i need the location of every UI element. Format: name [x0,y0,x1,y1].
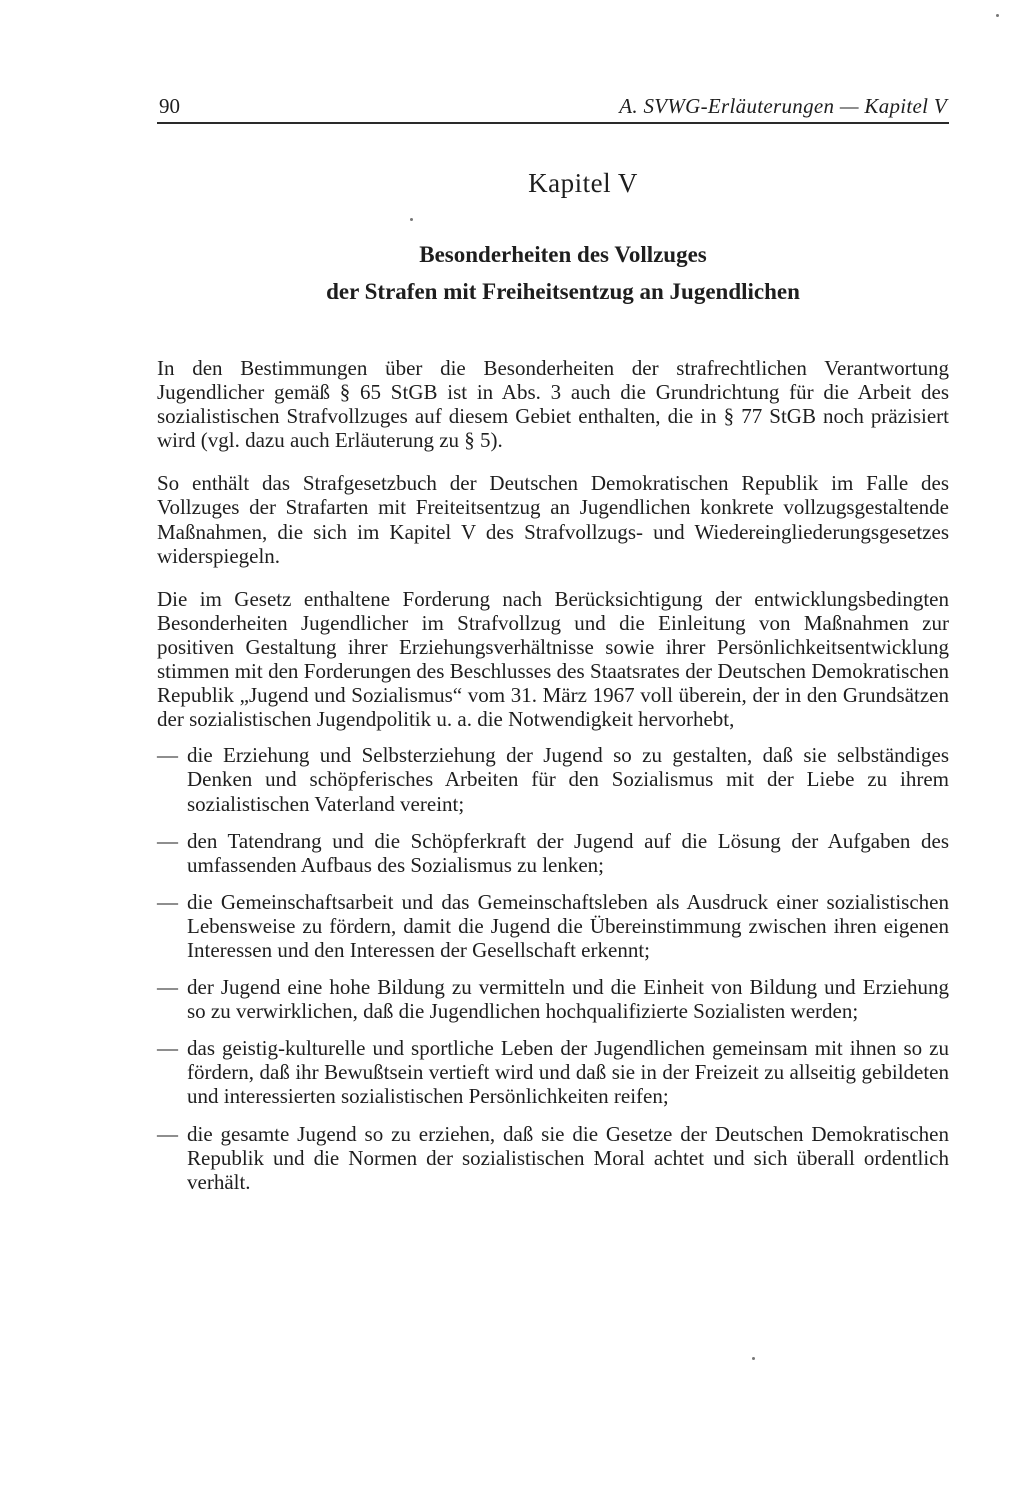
list-item [157,890,949,962]
chapter-title: Kapitel V [528,168,638,198]
print-speck [410,218,413,221]
print-speck [996,14,999,17]
dash-marker: — [157,828,178,853]
list-item-text: der Jugend eine hohe Bildung zu vermitteln und die Einheit von Bildung und Erziehung so zu verwirklichen, daß die Jugendlichen hochqualifizierte Sozialisten werden; [187,975,949,1024]
list-item-text: das geistig-kulturelle und sportliche Leben der Jugendlichen gemeinsam mit ihnen so zu fördern, daß ihr Bewußtsein vertieft wird und daß sie in der Freizeit zu allseitig gebildeten und interessierten sozialistischen Persönlichkeiten reifen; [187,1036,949,1109]
list-item [157,1036,949,1108]
page-number: 90 [159,94,180,118]
dash-marker: — [157,889,178,914]
dash-marker: — [157,1036,178,1061]
paragraph: In den Bestimmungen über die Besonderheiten der strafrechtlichen Verantwortung Jugendlicher gemäß § 65 StGB ist in Abs. 3 auch die Grundrichtung für die Arbeit des sozialistischen Strafvollzuges auf diesem Gebiet enthalten, die in § 77 StGB noch präzisiert wird (vgl. dazu auch Erläuterung zu § 5). [157,356,949,453]
paragraph: So enthält das Strafgesetzbuch der Deutschen Demokratischen Republik im Falle des Vollzuges der Strafarten mit Freiteitsentzug an Jugendlichen konkrete vollzugsgestaltende Maßnahmen, die sich im Kapitel V des Strafvollzugs- und Wiedereingliederungsgesetzes widerspiegeln. [157,471,949,568]
dash-marker: — [157,1121,178,1146]
running-head-title: A. SVWG-Erläuterungen — Kapitel V [619,94,947,118]
dash-marker: — [157,975,178,1000]
list-item [157,1122,949,1194]
section-heading-line-1: Besonderheiten des Vollzuges [419,242,707,267]
section-heading-line-2: der Strafen mit Freiheitsentzug an Jugendlichen [326,279,800,304]
print-speck [752,1357,755,1360]
book-page [157,92,949,1207]
list-item [157,975,949,1023]
section-heading [177,236,949,310]
list-item-text: die Erziehung und Selbsterziehung der Jugend so zu gestalten, daß sie selbständiges Denken und schöpferisches Arbeiten für den Sozialismus mit der Liebe zu ihrem sozialistischen Vaterland vereint; [187,743,949,816]
list-item-text: den Tatendrang und die Schöpferkraft der Jugend auf die Lösung der Aufgaben des umfassenden Aufbaus des Sozialismus zu lenken; [187,828,949,877]
paragraph: Die im Gesetz enthaltene Forderung nach Berücksichtigung der entwicklungsbedingten Besonderheiten Jugendlicher im Strafvollzug und die Einleitung von Maßnahmen zur positiven Gestaltung ihrer Erziehungsverhältnisse sowie ihrer Persönlichkeitsentwicklung stimmen mit den Forderungen des Beschlusses des Staatsrates der Deutschen Demokratischen Republik „Jugend und Sozialismus“ vom 31. März 1967 voll überein, der in den Grundsätzen der sozialistischen Jugendpolitik u. a. die Notwendigkeit hervorhebt, [157,586,949,732]
list-item-text: die Gemeinschaftsarbeit und das Gemeinschaftsleben als Ausdruck einer sozialistischen Lebensweise zu fördern, damit die Jugend die Übereinstimmung zwischen ihren eigenen Interessen und den Interessen der Gesellschaft erkennt; [187,889,949,962]
list-item-text: die gesamte Jugend so zu erziehen, daß sie die Gesetze der Deutschen Demokratischen Republik und die Normen der sozialistischen Moral achtet und sich überall ordentlich verhält. [187,1121,949,1194]
dash-marker: — [157,743,178,768]
list-item [157,829,949,877]
list-item [157,743,949,815]
body-text [157,356,949,1194]
requirements-list [157,743,949,1194]
running-head [157,92,949,124]
